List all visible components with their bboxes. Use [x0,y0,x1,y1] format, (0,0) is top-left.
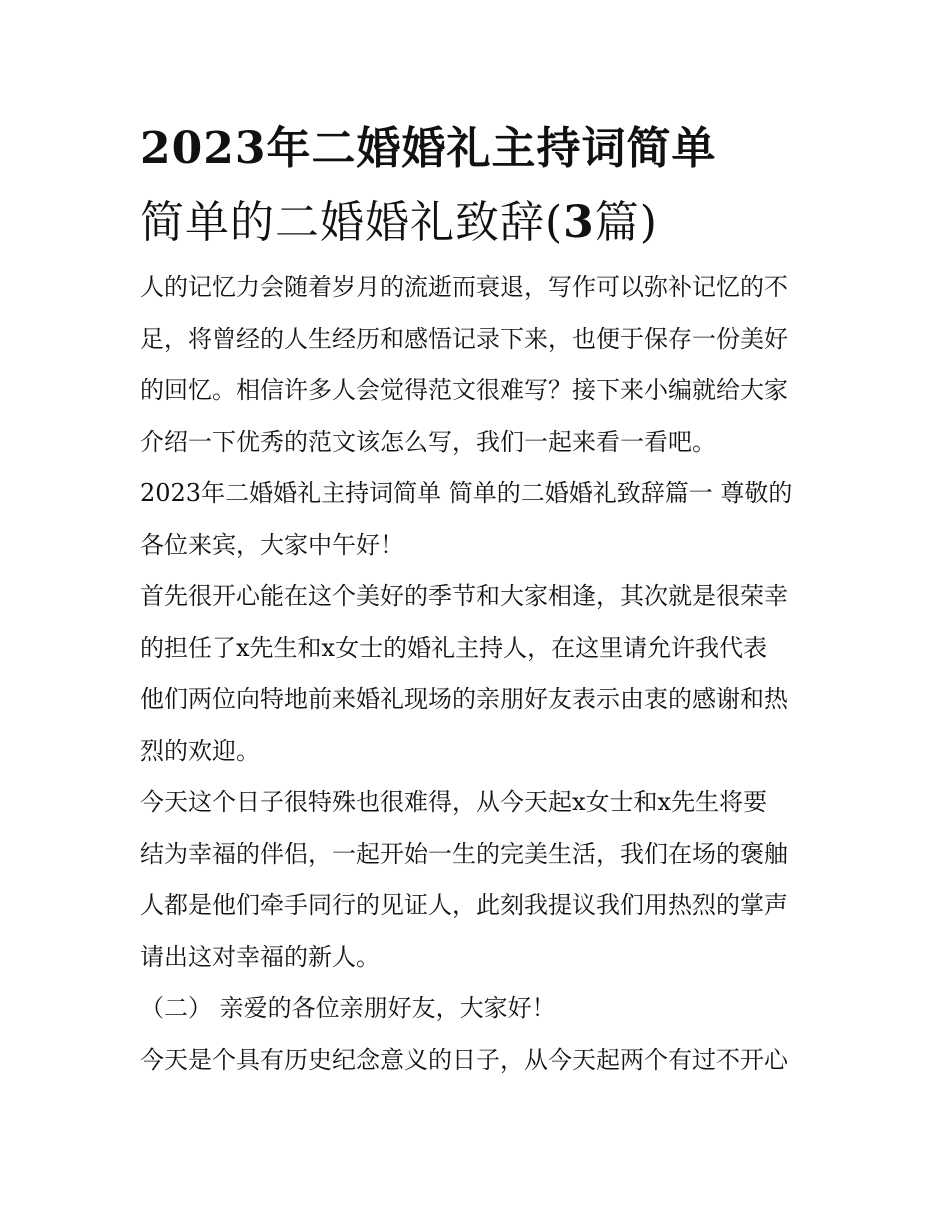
paragraph-line: 人的记忆力会随着岁月的流逝而衰退，写作可以弥补记忆的不 [140,273,788,301]
paragraph-line: 的担任了x先生和x女士的婚礼主持人，在这里请允许我代表 [140,633,768,662]
paragraph-line: 2023年二婚婚礼主持词简单 简单的二婚婚礼致辞篇一 尊敬的 [140,479,793,507]
paragraph-line: 请出这对幸福的新人。 [140,942,380,971]
paragraph-line: 介绍一下优秀的范文该怎么写，我们一起来看一看吧。 [140,427,716,456]
paragraph-line: 烈的欢迎。 [140,736,260,765]
document-title-line-2 [140,192,812,254]
paragraph [140,983,812,1035]
paragraph-line: 首先很开心能在这个美好的季节和大家相逢，其次就是很荣幸 [140,582,788,610]
title-line-2-count: 3 [563,197,595,248]
paragraph [140,1035,812,1087]
title-line-2-suffix: 篇) [594,197,658,248]
paragraph [140,468,812,571]
document-body [140,262,812,1086]
paragraph-line: 结为幸福的伴侣，一起开始一生的完美生活，我们在场的褒舳 [140,839,788,868]
paragraph-line: 人都是他们牵手同行的见证人，此刻我提议我们用热烈的掌声 [140,891,788,919]
document-page [140,118,812,1086]
paragraph [140,262,812,468]
paragraph-line: 的回忆。相信许多人会觉得范文很难写？接下来小编就给大家 [140,376,788,404]
paragraph-line: 足，将曾经的人生经历和感悟记录下来，也便于保存一份美好 [140,324,788,353]
title-line-2-text: 简单的二婚婚礼致辞( [140,197,564,248]
paragraph [140,571,812,777]
paragraph-line: 各位来宾，大家中午好！ [140,530,404,559]
paragraph [140,777,812,983]
paragraph-line: （二） 亲爱的各位亲朋好友，大家好！ [140,994,556,1022]
paragraph-line: 今天这个日子很特殊也很难得，从今天起x女士和x先生将要 [140,788,768,816]
paragraph-line: 今天是个具有历史纪念意义的日子，从今天起两个有过不开心 [140,1045,788,1074]
paragraph-line: 他们两位向特地前来婚礼现场的亲朋好友表示由衷的感谢和热 [140,685,788,713]
document-title-line-1: 2023年二婚婚礼主持词简单 [140,123,717,174]
